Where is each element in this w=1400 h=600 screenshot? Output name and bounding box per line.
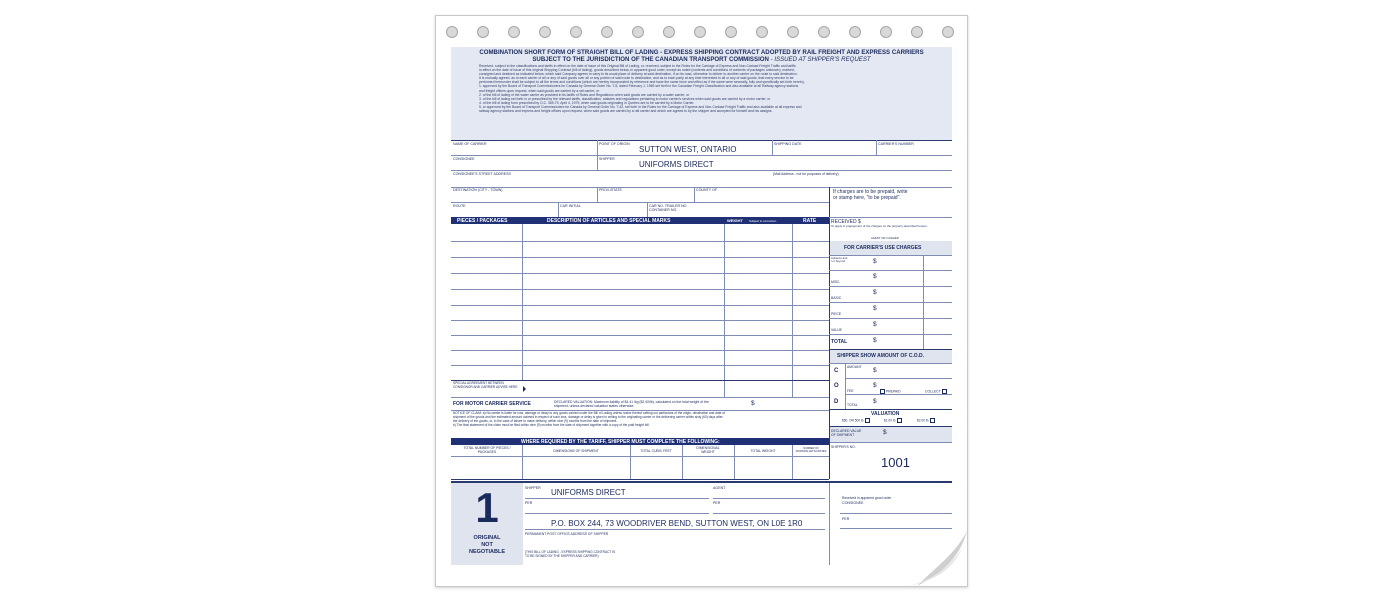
punch-hole — [818, 26, 830, 38]
notice-line: NOTICE OF CLAIM: a) No carrier is liable for loss, damage or delay to any goods carried under the Bill of Lading unless notice thereof setting out particulars of the origin, destination and date of — [453, 411, 725, 415]
checkbox-icon[interactable] — [865, 418, 870, 423]
footer-agent-label: AGENT — [713, 486, 726, 490]
cod-letter: C — [834, 368, 839, 374]
rule — [829, 363, 952, 364]
form-title: COMBINATION SHORT FORM OF STRAIGHT BILL OF LADING - EXPRESS SHIPPING CONTRACT ADOPTED BY RAIL FREIGHT AND EXPRESS CARRIERS — [479, 49, 924, 56]
rule — [845, 394, 952, 395]
copy-line: NEGOTIABLE — [468, 549, 506, 555]
copy-designation — [451, 535, 523, 556]
punch-hole — [756, 26, 768, 38]
copy-number: 1 — [475, 484, 499, 531]
rule — [829, 270, 952, 271]
rule — [845, 363, 846, 409]
shipper-address-field[interactable]: P.O. BOX 244, 73 WOODRIVER BEND, SUTTON WEST, ON L0E 1R0 — [551, 519, 803, 528]
terms-line: and freight offices upon request, when said goods are carried by a rail carrier; or — [479, 88, 600, 93]
subtitle-suffix: - ISSUED AT SHIPPER'S REQUEST — [768, 56, 871, 63]
punch-hole — [446, 26, 458, 38]
shippers-number-value: 1001 — [881, 455, 910, 470]
tariff-col-dimensions: DIMENSIONS OF SHIPMENT — [553, 449, 599, 453]
destination-label: DESTINATION (CITY - TOWN) — [453, 188, 503, 192]
rule — [724, 224, 725, 397]
punch-hole — [694, 26, 706, 38]
subtitle-main: SUBJECT TO THE JURISDICTION OF THE CANADIAN TRANSPORT COMMISSION — [532, 56, 769, 63]
valuation-option-label: $50. OR 50¢ lb. — [842, 418, 865, 423]
charge-dollar: $ — [873, 258, 877, 265]
rule — [840, 513, 952, 514]
rule — [451, 380, 829, 381]
col-pieces-header: PIECES / PACKAGES — [457, 217, 508, 224]
rule — [713, 513, 825, 514]
cod-fee-dollar: $ — [873, 382, 877, 389]
rule — [525, 529, 825, 530]
car-initial-label: CAR INITIAL — [560, 204, 581, 208]
rule — [525, 513, 709, 514]
valuation-option-label: $1.00 lb. — [884, 418, 897, 423]
punch-hole — [787, 26, 799, 38]
notice-line: shipment of the goods and the estimated amount claimed in respect of such loss, damage or delay is given in writing to the originating carrier or the delivering carrier within sixty (60) days after — [453, 414, 723, 419]
punch-hole — [725, 26, 737, 38]
rule — [829, 349, 952, 350]
tariff-col-dim-weight: DIMENSIONAL WEIGHT — [696, 446, 720, 454]
rule — [829, 217, 952, 218]
form-subtitle — [451, 56, 952, 63]
cod-amount-label: AMOUNT — [847, 365, 862, 369]
checkbox-icon[interactable] — [897, 418, 902, 423]
copy-line: ORIGINAL — [473, 535, 501, 541]
terms-line: Received, subject to the classifications and tariffs in effect on the date of issue of this Original Bill of Lading, or, received, subject to the Rules for the Carriage of Express and Non-Carload Freight Traffic and tariffs — [479, 64, 796, 68]
cod-amount-dollar: $ — [873, 367, 877, 374]
county-label: COUNTY OF — [696, 188, 718, 192]
special-agreement-label: SPECIAL AGREEMENT BETWEEN CONSIGNOR AND CARRIER ADVISE HERE — [453, 381, 518, 389]
car-number-label: CAR NO. TRAILER NO. CONTAINER NO. — [649, 204, 688, 212]
table-row — [451, 241, 829, 242]
charge-label: MISC. — [831, 280, 841, 284]
charge-dollar: $ — [873, 273, 877, 280]
charges-total-dollar: $ — [873, 337, 877, 344]
punch-hole — [911, 26, 923, 38]
terms-line: consigned and destined as indicated below, which said Company agrees to carry to its usual place of delivery at said destination, if on its road, otherwise to deliver to another carrier on the route to said destination. — [479, 72, 798, 77]
terms-line: performed hereunder shall be subject to all the terms and conditions (which are hereby incorporated by reference and have the same force and effect as if the same were severally, fully and specifically set forth herein), — [479, 80, 805, 85]
consignee-street-label: CONSIGNEE'S STREET ADDRESS — [453, 172, 511, 176]
charge-dollar: $ — [873, 305, 877, 312]
form-header — [451, 47, 952, 140]
punch-hole — [570, 26, 582, 38]
table-row — [451, 320, 829, 321]
charge-dollar: $ — [873, 289, 877, 296]
rule — [876, 140, 877, 155]
rule — [451, 202, 829, 203]
rule — [829, 286, 952, 287]
shipping-date-label: SHIPPING DATE — [774, 142, 802, 146]
cod-title: SHIPPER SHOW AMOUNT OF C.O.D. — [837, 353, 925, 359]
rule — [845, 378, 952, 379]
rule — [734, 445, 735, 479]
col-description-header: DESCRIPTION OF ARTICLES AND SPECIAL MARKS — [547, 217, 671, 224]
rule — [451, 397, 829, 398]
terms-line: 3. of the bill of lading set forth in or prescribed by the relevant tariffs, classification, statutes and regulations pertaining to motor carrier's services when said goods are carried by a motor carrier; or — [479, 96, 771, 101]
tariff-col-pieces: TOTAL NUMBER OF PIECES / PACKAGES — [463, 446, 511, 454]
table-row — [451, 257, 829, 258]
rule — [829, 425, 830, 479]
tariff-col-skids: NUMBER OF SKIDS/PALLETS/CRATES — [795, 447, 827, 453]
table-row — [451, 273, 829, 274]
valuation-option-label: $2.00 lb. — [917, 418, 930, 423]
copy-line: NOT — [481, 542, 493, 548]
rule — [451, 456, 829, 457]
table-row — [451, 350, 829, 351]
col-weight-header: WEIGHT — [727, 217, 743, 223]
rule — [829, 255, 952, 256]
charge-dollar: $ — [873, 321, 877, 328]
rule — [597, 187, 598, 202]
received-good-order-note: Received in apparent good order — [842, 496, 892, 500]
tariff-col-total-weight: TOTAL WEIGHT — [750, 449, 776, 453]
received-label: RECEIVED $ — [831, 219, 861, 225]
declared-value-label: DECLARED VALUE OF SHIPMENT — [831, 429, 862, 437]
punch-hole — [880, 26, 892, 38]
terms-line: 4. of the bill of lading form prescribed by O.C. 369-79, April 4, 1979, when said goods originating in Quebec are to be carried by a Motor Carrier. — [479, 100, 695, 105]
cod-total-label: TOTAL — [847, 403, 858, 407]
terms-line: It is mutually agreed, as to each carrier of all or any of said goods over all or any portion of said route to destination, and as to each party at any time interested in all or any of said goods, that every service to be — [479, 76, 794, 81]
valuation-title: VALUATION — [871, 411, 900, 417]
punch-hole — [601, 26, 613, 38]
point-of-origin-field[interactable]: SUTTON WEST, ONTARIO — [639, 145, 737, 154]
charge-label: Advance and / or beyond — [831, 256, 848, 264]
footer-agent-per-label: PER — [713, 501, 721, 505]
tariff-title: WHERE REQUIRED BY THE TARIFF, SHIPPER MUST COMPLETE THE FOLLOWING: — [521, 438, 720, 445]
shipper-label: SHIPPER — [599, 157, 615, 161]
footer-consignee-per-label: PER — [842, 517, 850, 521]
valuation-option[interactable] — [884, 418, 902, 423]
carriers-charges-title: FOR CARRIER'S USE CHARGES — [844, 245, 922, 251]
cod-letter: D — [834, 399, 839, 405]
notice-line: the delivery of the goods, or, in the case of failure to make delivery, within nine (9) months from the date of shipment. — [453, 418, 618, 423]
footer-per-label: PER — [525, 501, 533, 505]
page-curl-icon — [907, 526, 967, 586]
notice-of-claim — [453, 412, 725, 428]
checkbox-icon[interactable] — [930, 418, 935, 423]
tariff-header-bar — [451, 438, 829, 445]
signature-note — [525, 550, 615, 558]
bill-of-lading-sheet — [435, 15, 968, 587]
rule — [792, 224, 793, 397]
shipper-field[interactable]: UNIFORMS DIRECT — [639, 160, 714, 169]
table-row — [451, 289, 829, 290]
punch-hole — [942, 26, 954, 38]
cod-prepaid-label: PREPAID — [885, 389, 901, 394]
rule — [558, 202, 559, 217]
terms-line: railway agency stations and express and freight offices upon request, when said goods are carried by a rail carrier and which are agreed to by the shipper and accepted for himself and his assigns. — [479, 109, 773, 114]
rule — [829, 187, 830, 425]
rule — [647, 202, 648, 217]
cod-fee-label: FEE — [847, 389, 854, 393]
col-rate-header: RATE — [803, 217, 817, 224]
valuation-option[interactable] — [842, 418, 870, 423]
motor-carrier-label: FOR MOTOR CARRIER SERVICE — [453, 401, 531, 407]
table-row — [451, 365, 829, 366]
terms-line: 1. approved by the Board of Transport Commissioners for Canada by General Order No. T-5, dated February 1, 1965 set forth in the Canadian Freight Classification and also available at all Railway agency stations — [479, 84, 799, 89]
rule — [713, 498, 825, 499]
route-label: ROUTE — [453, 204, 466, 208]
rule — [451, 170, 952, 171]
footer-consignee-label: CONSIGNEE — [842, 501, 864, 505]
punch-hole — [632, 26, 644, 38]
charge-label: PIECE — [831, 312, 842, 316]
footer-shipper-field[interactable]: UNIFORMS DIRECT — [551, 488, 626, 497]
rule — [525, 498, 709, 499]
signature-note-line: TO BE SIGNED BY THE SHIPPER AND CARRIER) — [525, 554, 599, 559]
tariff-col-cubic-feet: TOTAL CUBIC FEET — [640, 449, 672, 453]
declared-value-dollar: $ — [883, 429, 887, 436]
footer-shipper-label: SHIPPER — [525, 486, 541, 490]
charge-label: BASIC — [831, 296, 842, 300]
rule — [829, 442, 952, 443]
punch-hole — [849, 26, 861, 38]
cod-total-dollar: $ — [873, 398, 877, 405]
shippers-number-label: SHIPPER'S NO. — [831, 445, 856, 449]
received-note: To apply in prepayment of the charges on the property described hereon. — [831, 224, 928, 228]
rule — [682, 445, 683, 479]
consignee-label: CONSIGNEE — [453, 157, 475, 161]
punch-hole — [477, 26, 489, 38]
table-row — [451, 335, 829, 336]
rule — [829, 318, 952, 319]
terms-paragraph — [479, 64, 949, 113]
rule — [694, 187, 695, 202]
carriers-number-label: CARRIER'S NUMBER — [878, 142, 914, 146]
prepaid-note-line1: If charges are to be prepaid, write — [833, 189, 908, 195]
prepaid-note-line2: or stamp here, "to be prepaid". — [833, 195, 901, 201]
arrow-right-icon — [523, 386, 526, 392]
charges-total-label: TOTAL — [831, 339, 848, 345]
punch-holes — [436, 16, 967, 50]
rule — [522, 224, 523, 380]
shipper-address-label: PERMANENT POST OFFICE ADDRESS OF SHIPPER — [525, 532, 609, 536]
rule — [829, 302, 952, 303]
rule — [829, 426, 952, 427]
rule — [522, 445, 523, 479]
notice-line: b) The final statement of the claim must be filed within nine (9) months from the date of shipment together with a copy of the paid freight bill. — [453, 422, 650, 427]
articles-header-bar — [451, 217, 829, 224]
form-body — [451, 47, 952, 577]
name-of-carrier-label: NAME OF CARRIER — [453, 142, 487, 146]
terms-line: 5. or approved by the Board of Transport Commissioners for Canada by General Order No. T-42, set forth in the Rules for the Carriage of Express and Non-Carload Freight Traffic and also available at all express and — [479, 104, 802, 109]
charge-label: VALUE — [831, 328, 842, 332]
agent-cashier-label: AGENT OR CASHIER — [871, 236, 899, 240]
rule — [829, 409, 952, 410]
declared-valuation-dollar: $ — [751, 400, 755, 407]
rule — [772, 140, 773, 155]
terms-line: 2. of the bill of lading of the water carrier as provided in its tariffs of Rules and Regulations when said goods are carried by a water carrier; or — [479, 92, 690, 97]
cod-letter: O — [834, 383, 839, 389]
rule — [451, 481, 952, 483]
rule — [451, 155, 952, 156]
signature-note-line: (THIS BILL OF LADING - EXPRESS SHIPPING CONTRACT IS — [525, 550, 616, 554]
mail-address-note: (Mail Address - not for purposes of delivery) — [773, 172, 839, 176]
punch-hole — [663, 26, 675, 38]
rule — [829, 334, 952, 335]
point-of-origin-label: POINT OF ORIGIN — [599, 142, 630, 146]
punch-hole — [539, 26, 551, 38]
rule — [630, 445, 631, 479]
province-label: PROV./STATE — [599, 188, 622, 192]
weight-note: Subject to correction — [749, 218, 777, 223]
rule — [792, 445, 793, 479]
cod-collect-label: COLLECT — [925, 389, 941, 394]
punch-hole — [508, 26, 520, 38]
rule — [451, 479, 829, 480]
declared-valuation-text: DECLARED VALUATION: Maximum liability of $4.41 /kg ($2.00/lb), calculated on the total weight of the shipment, unless declared valuation states otherwise. — [554, 400, 709, 408]
rule — [829, 483, 830, 565]
terms-line: in effect on the date of issue of this original Shipping Contract (bill of lading), goods described below, in apparent good order, except as noted (contents and conditions of contents of packages unknown), marked, — [479, 68, 795, 73]
table-row — [451, 305, 829, 306]
valuation-option[interactable] — [917, 418, 935, 423]
